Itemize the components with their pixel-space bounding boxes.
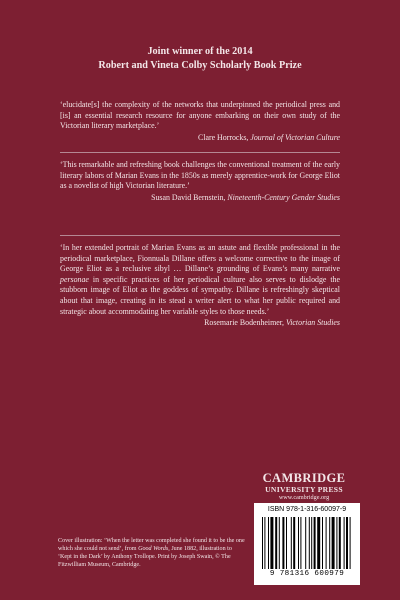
- barcode-bar: [346, 517, 348, 569]
- barcode-bar: [298, 517, 299, 569]
- award-notice: [0, 45, 400, 73]
- barcode-bar: [322, 517, 323, 569]
- publisher-url: www.cambridge.org: [278, 494, 330, 501]
- quote-source: Victorian Studies: [286, 318, 340, 328]
- barcode-bar: [291, 517, 292, 569]
- quote-source: Nineteenth-Century Gender Studies: [227, 192, 340, 202]
- barcode-bar: [336, 517, 337, 569]
- barcode-bar: [350, 517, 351, 569]
- barcode-bar: [339, 517, 341, 569]
- barcode-bar: [264, 517, 265, 569]
- barcode-bar: [300, 517, 301, 569]
- barcode-bar: [286, 517, 287, 569]
- barcode-bar: [314, 517, 316, 569]
- barcode-bar: [329, 517, 330, 569]
- publisher-subtitle: UNIVERSITY PRESS: [265, 485, 343, 494]
- barcode-bar: [326, 517, 327, 569]
- barcode-bar: [275, 517, 277, 569]
- barcode-bar: [332, 517, 335, 569]
- award-line-2: Robert and Vineta Colby Scholarly Book Prize: [98, 60, 302, 71]
- quote-attribution: [60, 133, 340, 144]
- barcode-bar: [309, 517, 310, 569]
- credit-title: Good Words: [138, 546, 169, 553]
- quote-attribution: [60, 193, 340, 204]
- quote-text: [60, 243, 340, 317]
- barcode-bar: [270, 517, 273, 569]
- barcode-bar: [293, 517, 295, 569]
- barcode-bar: [262, 517, 263, 569]
- barcode-bar: [305, 517, 306, 569]
- credit-text: , June 1882, illustration to ‘Kept in the Dark’ by Anthony Trollope. Print by Joseph Swain, © The Fitzwilliam Museum, Cambridge.: [58, 546, 232, 569]
- quote-source: Journal of Victorian Culture: [250, 132, 340, 142]
- divider: [60, 152, 340, 153]
- quote-author: Susan David Bernstein,: [151, 192, 228, 202]
- barcode-bar: [317, 517, 320, 569]
- quote-text: ‘elucidate[s] the complexity of the networks that underpinned the periodical press and [is] an essential research resource for anyone embarking on their own study of the Victorian literary marketplace.’: [60, 100, 340, 131]
- quote-text: ‘This remarkable and refreshing book challenges the conventional treatment of the early literary labors of Marian Evans in the 1850s as merely apprentice-work for George Eliot as a novelist of high Victorian literature.’: [60, 160, 340, 191]
- barcode-bar: [279, 517, 280, 569]
- quote-text-emphasis: personae: [60, 274, 89, 284]
- barcode-bar: [344, 517, 345, 569]
- quote-author: Rosemarie Bodenheimer,: [204, 318, 286, 328]
- review-quote-2: [60, 160, 340, 203]
- isbn-label: ISBN 978-1-316-60097-9: [267, 506, 347, 513]
- review-quote-3: [60, 243, 340, 329]
- divider: [60, 235, 340, 236]
- cover-illustration-credit: [58, 537, 246, 569]
- publisher-name: CAMBRIDGE: [262, 471, 346, 485]
- barcode-panel: [254, 503, 360, 585]
- barcode-bar: [282, 517, 284, 569]
- barcode-bars: [262, 517, 352, 569]
- review-quote-1: [60, 100, 340, 143]
- barcode-bar: [311, 517, 312, 569]
- publisher-logo: [258, 472, 350, 502]
- quote-author: Clare Horrocks,: [197, 132, 251, 142]
- quote-text-part: in specific practices of her periodical culture also serves to dislodge the stubborn image of Eliot as the goddess of sympathy. Dillane is refreshingly skeptical about that image, creating in its stead a writer alert to what her public required and strategic about accommodating her variable styles to those needs.’: [60, 274, 340, 316]
- barcode-bar: [268, 517, 269, 569]
- credit-text: Cover illustration: ‘When the letter was completed she found it to be the one which she could not send’, from: [58, 538, 245, 553]
- barcode-digits: 9 781316 600979: [269, 570, 345, 578]
- quote-text-part: ‘In her extended portrait of Marian Evans as an astute and flexible professional in the periodical marketplace, Fionnuala Dillane offers a welcome corrective to the image of George Eliot as a reclusive sibyl … Dillane’s grounding of Evans’s many narrative: [60, 243, 340, 274]
- quote-attribution: [60, 318, 340, 329]
- award-line-1: Joint winner of the 2014: [147, 46, 253, 57]
